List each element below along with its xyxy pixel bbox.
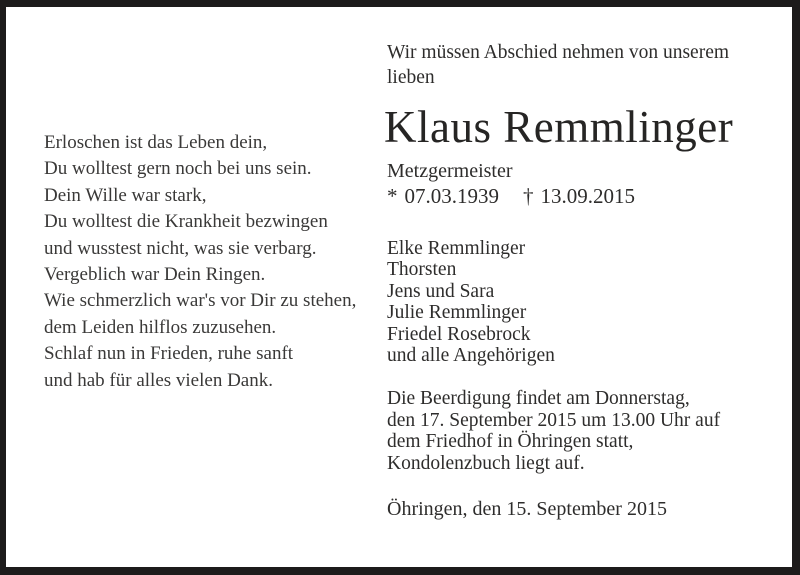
poem-line: Du wolltest gern noch bei uns sein. [44,158,312,180]
mourner-name: Jens und Sara [387,280,495,302]
poem-line: Wie schmerzlich war's vor Dir zu stehen, [44,290,357,312]
mourner-name: Julie Remmlinger [387,302,527,324]
funeral-line: Die Beerdigung findet am Donnerstag, [387,388,690,409]
mourner-name: Thorsten [387,259,457,281]
deceased-name: Klaus Remmlinger [384,102,734,152]
mourner-name: Friedel Rosebrock [387,323,531,345]
poem-line: dem Leiden hilflos zuzusehen. [44,316,277,338]
born-symbol: * [387,184,398,208]
poem-line: Erloschen ist das Leben dein, [44,132,268,153]
death-date [523,184,635,208]
mourner-name: und alle Angehörigen [387,345,555,367]
mourner-name: Elke Remmlinger [387,238,526,259]
funeral-line: den 17. September 2015 um 13.00 Uhr auf [387,409,721,431]
life-dates [387,184,635,209]
poem-line: und wusstest nicht, was sie verbarg. [44,237,317,259]
mourners-list [387,238,555,366]
profession: Metzgermeister [387,160,513,182]
poem-line: Vergeblich war Dein Ringen. [44,264,266,286]
funeral-info [387,388,720,475]
poem-line: Schlaf nun in Frieden, ruhe sanft [44,343,294,365]
intro-line: Wir müssen Abschied nehmen von unserem [387,42,730,63]
birth-date [387,184,499,208]
intro-line: lieben [387,67,435,88]
birth-date-value: 07.03.1939 [404,184,499,208]
funeral-line: Kondolenzbuch liegt auf. [387,453,585,475]
poem-line: Dein Wille war stark, [44,184,207,206]
intro-text [387,40,729,90]
died-cross-symbol: † [523,184,534,208]
memorial-poem [44,130,356,394]
funeral-line: dem Friedhof in Öhringen statt, [387,431,634,453]
place-dateline: Öhringen, den 15. September 2015 [387,498,667,520]
poem-line: Du wolltest die Krankheit bezwingen [44,211,328,233]
poem-line: und hab für alles vielen Dank. [44,369,273,391]
death-date-value: 13.09.2015 [540,184,635,208]
